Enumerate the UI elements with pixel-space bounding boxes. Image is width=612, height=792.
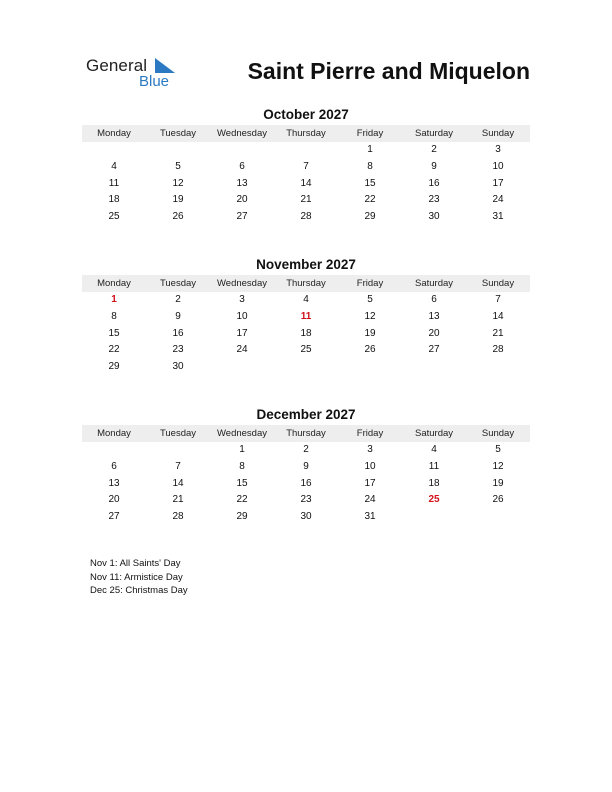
day-cell: 10 [236, 310, 248, 322]
day-cell: 24 [236, 344, 248, 356]
weekday-header: Saturday [414, 428, 454, 439]
day-cell: 29 [236, 511, 248, 523]
weekday-header: Monday [97, 128, 131, 139]
day-cell: 19 [492, 477, 504, 489]
day-cell: 28 [172, 511, 184, 523]
day-cell: 11 [428, 460, 440, 472]
weekday-header: Friday [356, 428, 384, 439]
day-cell: 9 [303, 460, 309, 472]
day-cell: 14 [300, 177, 312, 189]
week-row [82, 326, 530, 343]
week-row [82, 442, 530, 459]
empty-day-cell [466, 359, 530, 376]
empty-day-cell [274, 142, 338, 159]
weekday-header: Sunday [481, 428, 515, 439]
holiday-list-item: Nov 1: All Saints' Day [90, 558, 181, 569]
day-cell: 22 [108, 344, 120, 356]
day-cell: 15 [236, 477, 248, 489]
empty-day-cell [210, 142, 274, 159]
day-cell: 1 [367, 144, 373, 155]
empty-day-cell [210, 359, 274, 376]
day-cell: 16 [300, 477, 312, 489]
week-row [82, 359, 530, 376]
holiday-day-cell: 11 [300, 310, 312, 322]
day-cell: 23 [172, 344, 184, 356]
day-cell: 21 [172, 494, 184, 506]
day-cell: 28 [300, 211, 312, 223]
day-cell: 31 [492, 211, 504, 223]
day-cell: 20 [108, 494, 120, 506]
day-cell: 17 [492, 177, 504, 189]
weekday-header: Sunday [481, 128, 515, 139]
weekday-header: Tuesday [159, 428, 197, 439]
day-cell: 17 [364, 477, 376, 489]
weekday-header: Tuesday [159, 278, 197, 289]
day-cell: 7 [175, 460, 181, 472]
day-cell: 2 [431, 144, 437, 155]
day-cell: 4 [431, 444, 437, 455]
day-cell: 10 [364, 460, 376, 472]
day-cell: 27 [428, 344, 440, 356]
day-cell: 10 [492, 160, 504, 172]
day-cell: 23 [428, 194, 440, 206]
weekday-header: Monday [97, 278, 131, 289]
day-cell: 6 [111, 460, 117, 472]
weekday-header: Thursday [286, 128, 326, 139]
month-title: December 2027 [256, 407, 356, 422]
day-cell: 22 [236, 494, 248, 506]
day-cell: 5 [175, 160, 181, 172]
day-cell: 11 [108, 177, 120, 189]
day-cell: 1 [239, 444, 245, 455]
weekday-header: Monday [97, 428, 131, 439]
week-row [82, 459, 530, 476]
logo [86, 56, 186, 92]
week-row [82, 342, 530, 359]
weekday-header-row [82, 125, 530, 142]
empty-day-cell [402, 509, 466, 526]
day-cell: 25 [300, 344, 312, 356]
day-cell: 13 [428, 310, 440, 322]
weekday-header: Saturday [414, 128, 454, 139]
day-cell: 30 [428, 211, 440, 223]
day-cell: 28 [492, 344, 504, 356]
day-cell: 20 [236, 194, 248, 206]
day-cell: 7 [495, 294, 501, 305]
day-cell: 19 [172, 194, 184, 206]
holiday-day-cell: 25 [428, 494, 440, 506]
day-cell: 18 [300, 327, 312, 339]
day-cell: 13 [236, 177, 248, 189]
day-cell: 4 [111, 160, 117, 172]
day-cell: 2 [303, 444, 309, 455]
week-row [82, 292, 530, 309]
day-cell: 23 [300, 494, 312, 506]
week-row [82, 476, 530, 493]
day-cell: 22 [364, 194, 376, 206]
logo-word-blue: Blue [139, 73, 170, 90]
logo-word-general: General [86, 56, 148, 75]
day-cell: 12 [172, 177, 184, 189]
day-cell: 26 [364, 344, 376, 356]
day-cell: 29 [364, 211, 376, 223]
week-row [82, 176, 530, 193]
day-cell: 3 [367, 444, 373, 455]
day-cell: 27 [236, 211, 248, 223]
day-cell: 5 [367, 294, 373, 305]
day-cell: 8 [367, 160, 373, 172]
day-cell: 30 [300, 511, 312, 523]
empty-day-cell [402, 359, 466, 376]
day-cell: 26 [172, 211, 184, 223]
month-october [82, 107, 530, 226]
day-cell: 21 [300, 194, 312, 206]
day-cell: 27 [108, 511, 120, 523]
weekday-header: Friday [356, 278, 384, 289]
month-december [82, 407, 530, 526]
weekday-header-row [82, 275, 530, 292]
day-cell: 2 [175, 294, 181, 305]
day-cell: 18 [428, 477, 440, 489]
weekday-header: Sunday [481, 278, 515, 289]
weekday-header: Thursday [286, 278, 326, 289]
day-cell: 8 [239, 460, 245, 472]
holiday-list-item: Nov 11: Armistice Day [90, 571, 183, 583]
day-cell: 5 [495, 444, 501, 455]
day-cell: 3 [239, 294, 245, 305]
day-cell: 6 [239, 160, 245, 172]
day-cell: 8 [111, 310, 117, 322]
empty-day-cell [274, 359, 338, 376]
day-cell: 18 [108, 194, 120, 206]
day-cell: 12 [364, 310, 376, 322]
empty-day-cell [82, 142, 146, 159]
day-cell: 19 [364, 327, 376, 339]
weekday-header: Wednesday [217, 428, 267, 439]
day-cell: 13 [108, 477, 120, 489]
day-cell: 26 [492, 494, 504, 506]
holiday-day-cell: 1 [111, 294, 117, 305]
day-cell: 21 [492, 327, 504, 339]
page-title: Saint Pierre and Miquelon [247, 58, 530, 84]
weekday-header: Thursday [286, 428, 326, 439]
weekday-header: Wednesday [217, 278, 267, 289]
week-row [82, 209, 530, 226]
day-cell: 20 [428, 327, 440, 339]
day-cell: 9 [431, 160, 437, 172]
day-cell: 9 [175, 310, 181, 322]
weekday-header: Tuesday [159, 128, 197, 139]
empty-day-cell [338, 359, 402, 376]
week-row [82, 192, 530, 209]
day-cell: 17 [236, 327, 248, 339]
day-cell: 24 [364, 494, 376, 506]
day-cell: 16 [428, 177, 440, 189]
week-row [82, 159, 530, 176]
day-cell: 4 [303, 294, 309, 305]
empty-day-cell [466, 509, 530, 526]
weekday-header-row [82, 425, 530, 442]
day-cell: 7 [303, 160, 309, 172]
empty-day-cell [146, 442, 210, 459]
month-title: October 2027 [263, 107, 349, 122]
week-row [82, 142, 530, 159]
week-row [82, 492, 530, 509]
day-cell: 14 [492, 310, 504, 322]
empty-day-cell [146, 142, 210, 159]
weekday-header: Saturday [414, 278, 454, 289]
month-title: November 2027 [256, 257, 356, 272]
logo-triangle-icon [155, 58, 175, 73]
weekday-header: Friday [356, 128, 384, 139]
day-cell: 31 [364, 511, 376, 523]
holiday-list-item: Dec 25: Christmas Day [90, 585, 188, 596]
month-november [82, 257, 530, 376]
weekday-header: Wednesday [217, 128, 267, 139]
holiday-list [90, 557, 188, 598]
week-row [82, 509, 530, 526]
week-row [82, 309, 530, 326]
day-cell: 3 [495, 144, 501, 155]
day-cell: 16 [172, 327, 184, 339]
day-cell: 15 [108, 327, 120, 339]
day-cell: 24 [492, 194, 504, 206]
day-cell: 14 [172, 477, 184, 489]
day-cell: 12 [492, 460, 504, 472]
day-cell: 6 [431, 294, 437, 305]
day-cell: 25 [108, 211, 120, 223]
day-cell: 29 [108, 361, 120, 373]
day-cell: 15 [364, 177, 376, 189]
day-cell: 30 [172, 361, 184, 373]
empty-day-cell [82, 442, 146, 459]
